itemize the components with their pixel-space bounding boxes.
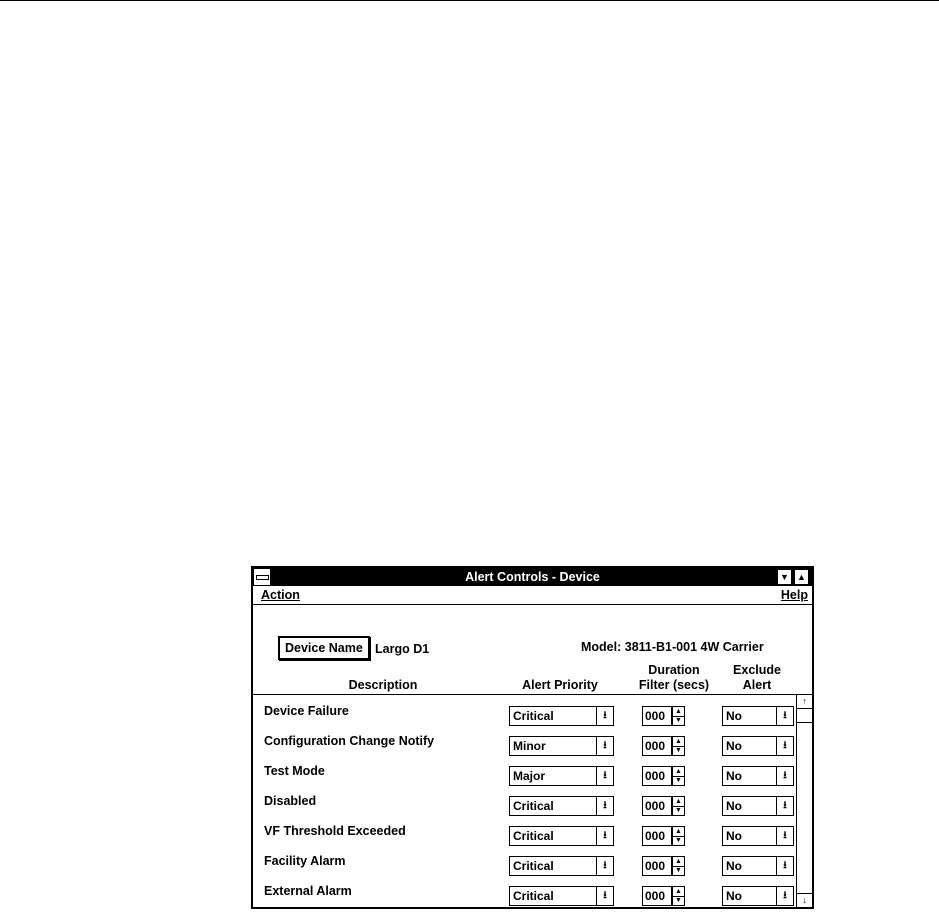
exclude-alert-select[interactable] bbox=[722, 706, 794, 726]
alert-priority-select[interactable] bbox=[509, 856, 614, 876]
exclude-alert-select[interactable] bbox=[722, 886, 794, 906]
duration-filter-spinner[interactable] bbox=[642, 736, 688, 756]
spinner-buttons bbox=[672, 826, 685, 846]
alert-priority-select[interactable] bbox=[509, 766, 614, 786]
exclude-alert-value: No bbox=[726, 799, 742, 813]
spinner-buttons bbox=[672, 706, 685, 726]
exclude-alert-select[interactable] bbox=[722, 826, 794, 846]
alert-description: Test Mode bbox=[264, 764, 325, 778]
dropdown-arrow-icon[interactable]: ⭳ bbox=[596, 767, 613, 785]
dropdown-arrow-icon[interactable]: ⭳ bbox=[596, 797, 613, 815]
dropdown-arrow-icon[interactable]: ⭳ bbox=[776, 737, 793, 755]
alert-priority-value: Major bbox=[513, 769, 546, 783]
duration-filter-spinner[interactable] bbox=[642, 706, 688, 726]
column-header-duration-line1: Duration bbox=[648, 663, 700, 677]
alert-description: VF Threshold Exceeded bbox=[264, 824, 406, 838]
window-title: Alert Controls - Device bbox=[465, 570, 600, 584]
spin-down-icon[interactable]: ▼ bbox=[675, 777, 682, 784]
dropdown-arrow-icon[interactable]: ⭳ bbox=[596, 857, 613, 875]
spin-up-icon[interactable]: ▲ bbox=[673, 767, 684, 777]
title-bar[interactable] bbox=[253, 568, 812, 586]
alert-description: Facility Alarm bbox=[264, 854, 346, 868]
column-header-priority: Alert Priority bbox=[522, 678, 598, 692]
table-row bbox=[253, 756, 794, 786]
duration-filter-input[interactable]: 000 bbox=[642, 796, 672, 816]
exclude-alert-value: No bbox=[726, 739, 742, 753]
alert-priority-select[interactable] bbox=[509, 886, 614, 906]
table-row bbox=[253, 846, 794, 876]
alert-priority-select[interactable] bbox=[509, 736, 614, 756]
dropdown-arrow-icon[interactable]: ⭳ bbox=[596, 827, 613, 845]
spin-up-icon[interactable]: ▲ bbox=[673, 857, 684, 867]
table-row bbox=[253, 786, 794, 816]
alert-description: Configuration Change Notify bbox=[264, 734, 435, 748]
dropdown-arrow-icon[interactable]: ⭳ bbox=[776, 767, 793, 785]
exclude-alert-select[interactable] bbox=[722, 766, 794, 786]
scroll-up-icon[interactable]: ↑ bbox=[797, 695, 812, 709]
alert-priority-select[interactable] bbox=[509, 826, 614, 846]
alert-priority-value: Critical bbox=[513, 709, 554, 723]
column-header-exclude bbox=[711, 663, 803, 693]
spin-up-icon[interactable]: ▲ bbox=[673, 737, 684, 747]
menu-help[interactable]: Help bbox=[780, 588, 808, 602]
spin-down-icon[interactable]: ▼ bbox=[675, 897, 682, 904]
alert-description: Disabled bbox=[264, 794, 317, 808]
alert-priority-select[interactable] bbox=[509, 796, 614, 816]
duration-filter-input[interactable]: 000 bbox=[642, 766, 672, 786]
spin-up-icon[interactable]: ▲ bbox=[673, 887, 684, 897]
spin-down-icon[interactable]: ▼ bbox=[675, 807, 682, 814]
spin-down-icon[interactable]: ▼ bbox=[675, 837, 682, 844]
column-header-exclude-line2: Alert bbox=[742, 678, 772, 692]
alert-priority-value: Critical bbox=[513, 889, 554, 903]
spin-down-icon[interactable]: ▼ bbox=[675, 747, 682, 754]
dropdown-arrow-icon[interactable]: ⭳ bbox=[776, 827, 793, 845]
duration-filter-input[interactable]: 000 bbox=[642, 856, 672, 876]
column-header-duration-line2: Filter (secs) bbox=[638, 678, 710, 692]
exclude-alert-select[interactable] bbox=[722, 856, 794, 876]
dropdown-arrow-icon[interactable]: ⭳ bbox=[596, 707, 613, 725]
exclude-alert-select[interactable] bbox=[722, 736, 794, 756]
spin-down-icon[interactable]: ▼ bbox=[675, 717, 682, 724]
alert-description: External Alarm bbox=[264, 884, 352, 898]
spinner-buttons bbox=[672, 856, 685, 876]
alert-priority-value: Critical bbox=[513, 799, 554, 813]
scroll-down-icon[interactable]: ↓ bbox=[797, 893, 812, 907]
device-model: Model: 3811-B1-001 4W Carrier bbox=[581, 640, 764, 654]
dropdown-arrow-icon[interactable]: ⭳ bbox=[776, 797, 793, 815]
dropdown-arrow-icon[interactable]: ⭳ bbox=[596, 887, 613, 905]
exclude-alert-value: No bbox=[726, 889, 742, 903]
alert-list bbox=[253, 695, 794, 907]
duration-filter-spinner[interactable] bbox=[642, 766, 688, 786]
spinner-buttons bbox=[672, 886, 685, 906]
dropdown-arrow-icon[interactable]: ⭳ bbox=[776, 887, 793, 905]
device-name-button[interactable]: Device Name bbox=[278, 636, 370, 660]
scroll-thumb[interactable] bbox=[797, 709, 812, 723]
duration-filter-input[interactable]: 000 bbox=[642, 736, 672, 756]
exclude-alert-value: No bbox=[726, 769, 742, 783]
column-header-duration bbox=[631, 663, 717, 693]
duration-filter-input[interactable]: 000 bbox=[642, 706, 672, 726]
duration-filter-spinner[interactable] bbox=[642, 886, 688, 906]
spinner-buttons bbox=[672, 736, 685, 756]
duration-filter-spinner[interactable] bbox=[642, 826, 688, 846]
table-row bbox=[253, 696, 794, 726]
dropdown-arrow-icon[interactable]: ⭳ bbox=[596, 737, 613, 755]
alert-priority-select[interactable] bbox=[509, 706, 614, 726]
spin-up-icon[interactable]: ▲ bbox=[673, 827, 684, 837]
alert-priority-value: Critical bbox=[513, 859, 554, 873]
exclude-alert-select[interactable] bbox=[722, 796, 794, 816]
top-rule bbox=[0, 0, 939, 1]
column-header-description: Description bbox=[348, 678, 418, 692]
menu-bar bbox=[253, 586, 812, 605]
menu-action[interactable]: Action bbox=[261, 588, 300, 602]
device-name-value: Largo D1 bbox=[375, 642, 430, 656]
maximize-icon[interactable]: ▲ bbox=[794, 569, 809, 585]
duration-filter-input[interactable]: 000 bbox=[642, 826, 672, 846]
exclude-alert-value: No bbox=[726, 829, 742, 843]
alert-controls-window bbox=[251, 566, 814, 909]
dropdown-arrow-icon[interactable]: ⭳ bbox=[776, 707, 793, 725]
dropdown-arrow-icon[interactable]: ⭳ bbox=[776, 857, 793, 875]
duration-filter-spinner[interactable] bbox=[642, 796, 688, 816]
spin-up-icon[interactable]: ▲ bbox=[673, 797, 684, 807]
alert-description: Device Failure bbox=[264, 704, 349, 718]
column-header-exclude-line1: Exclude bbox=[733, 663, 781, 677]
spinner-buttons bbox=[672, 766, 685, 786]
spin-down-icon[interactable]: ▼ bbox=[675, 867, 682, 874]
exclude-alert-value: No bbox=[726, 859, 742, 873]
table-row bbox=[253, 726, 794, 756]
duration-filter-spinner[interactable] bbox=[642, 856, 688, 876]
spinner-buttons bbox=[672, 796, 685, 816]
table-row bbox=[253, 876, 794, 906]
duration-filter-input[interactable]: 000 bbox=[642, 886, 672, 906]
minimize-icon[interactable]: ▼ bbox=[777, 569, 792, 585]
alert-priority-value: Critical bbox=[513, 829, 554, 843]
spin-up-icon[interactable]: ▲ bbox=[673, 707, 684, 717]
alert-priority-value: Minor bbox=[513, 739, 546, 753]
table-row bbox=[253, 816, 794, 846]
exclude-alert-value: No bbox=[726, 709, 742, 723]
vertical-scrollbar[interactable] bbox=[796, 695, 812, 907]
